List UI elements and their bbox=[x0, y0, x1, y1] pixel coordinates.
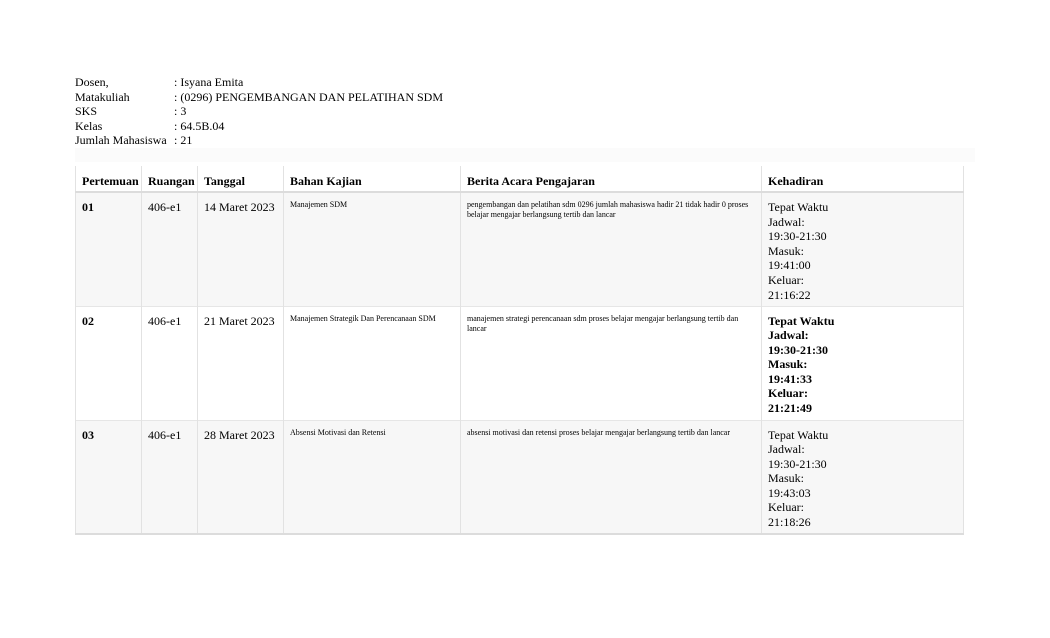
kehadiran-cell bbox=[762, 420, 964, 534]
bahan-kajian-cell: Manajemen SDM bbox=[284, 192, 461, 306]
bahan-kajian-cell: Manajemen Strategik Dan Perencanaan SDM bbox=[284, 306, 461, 420]
keluar-label: Keluar: bbox=[768, 272, 804, 287]
jadwal-label: Jadwal: bbox=[768, 328, 809, 343]
header-pertemuan: Pertemuan bbox=[76, 166, 142, 192]
ruangan-cell: 406-e1 bbox=[142, 306, 198, 420]
dosen-label: Dosen, bbox=[75, 75, 109, 89]
matakuliah-label: Matakuliah bbox=[75, 89, 130, 104]
table-row bbox=[76, 306, 964, 420]
matakuliah-value: : (0296) PENGEMBANGAN DAN PELATIHAN SDM bbox=[174, 89, 443, 104]
tanggal-cell: 28 Maret 2023 bbox=[198, 420, 284, 534]
masuk-label: Masuk: bbox=[768, 243, 804, 258]
dosen-value: : Isyana Emita bbox=[174, 75, 244, 89]
sks-value: : 3 bbox=[174, 104, 187, 119]
status-text: Tepat Waktu bbox=[768, 313, 835, 328]
jumlah-value: : 21 bbox=[174, 133, 193, 148]
masuk-label: Masuk: bbox=[768, 471, 804, 486]
keluar-label: Keluar: bbox=[768, 500, 804, 515]
course-info bbox=[75, 75, 443, 148]
status-text: Tepat Waktu bbox=[768, 200, 829, 214]
info-row-kelas bbox=[75, 119, 443, 134]
jadwal-value: 19:30-21:30 bbox=[768, 456, 827, 471]
bahan-kajian-cell: Absensi Motivasi dan Retensi bbox=[284, 420, 461, 534]
jadwal-value: 19:30-21:30 bbox=[768, 229, 827, 244]
info-row-dosen bbox=[75, 75, 443, 90]
jumlah-label: Jumlah Mahasiswa bbox=[75, 133, 167, 148]
keluar-value: 21:16:22 bbox=[768, 287, 811, 302]
masuk-value: 19:43:03 bbox=[768, 485, 811, 500]
header-bahan-kajian: Bahan Kajian bbox=[284, 166, 461, 192]
attendance-table bbox=[75, 166, 964, 535]
header-tanggal: Tanggal bbox=[198, 166, 284, 192]
kehadiran-cell bbox=[762, 306, 964, 420]
kelas-value: : 64.5B.04 bbox=[174, 118, 225, 133]
keluar-label: Keluar: bbox=[768, 386, 808, 401]
jadwal-label: Jadwal: bbox=[768, 442, 805, 457]
header-ruangan: Ruangan bbox=[142, 166, 198, 192]
tanggal-cell: 21 Maret 2023 bbox=[198, 306, 284, 420]
masuk-value: 19:41:00 bbox=[768, 258, 811, 273]
jadwal-value: 19:30-21:30 bbox=[768, 342, 828, 357]
keluar-value: 21:21:49 bbox=[768, 401, 812, 416]
sks-label: SKS bbox=[75, 104, 98, 119]
info-row-jumlah bbox=[75, 133, 443, 148]
header-kehadiran: Kehadiran bbox=[762, 166, 964, 192]
jadwal-label: Jadwal: bbox=[768, 214, 805, 229]
berita-acara-cell: absensi motivasi dan retensi proses belajar mengajar berlangsung tertib dan lancar bbox=[461, 420, 762, 534]
berita-acara-cell: pengembangan dan pelatihan sdm 0296 jumlah mahasiswa hadir 21 tidak hadir 0 proses belajar mengajar berlangsung tertib dan lancar bbox=[461, 192, 762, 306]
section-divider bbox=[75, 148, 975, 162]
kehadiran-cell bbox=[762, 192, 964, 306]
kelas-label: Kelas bbox=[75, 118, 103, 133]
status-text: Tepat Waktu bbox=[768, 427, 829, 442]
keluar-value: 21:18:26 bbox=[768, 515, 811, 530]
info-row-matakuliah bbox=[75, 90, 443, 105]
pertemuan-cell: 02 bbox=[76, 306, 142, 420]
ruangan-cell: 406-e1 bbox=[142, 192, 198, 306]
masuk-value: 19:41:33 bbox=[768, 371, 812, 386]
table-row bbox=[76, 192, 964, 306]
pertemuan-cell: 03 bbox=[76, 420, 142, 534]
info-row-sks bbox=[75, 104, 443, 119]
tanggal-cell: 14 Maret 2023 bbox=[198, 192, 284, 306]
table-header-row bbox=[76, 166, 964, 192]
masuk-label: Masuk: bbox=[768, 357, 808, 372]
ruangan-cell: 406-e1 bbox=[142, 420, 198, 534]
table-row bbox=[76, 420, 964, 534]
header-berita-acara: Berita Acara Pengajaran bbox=[461, 166, 762, 192]
berita-acara-cell: manajemen strategi perencanaan sdm proses belajar mengajar berlangsung tertib dan lancar bbox=[461, 306, 762, 420]
pertemuan-cell: 01 bbox=[76, 192, 142, 306]
